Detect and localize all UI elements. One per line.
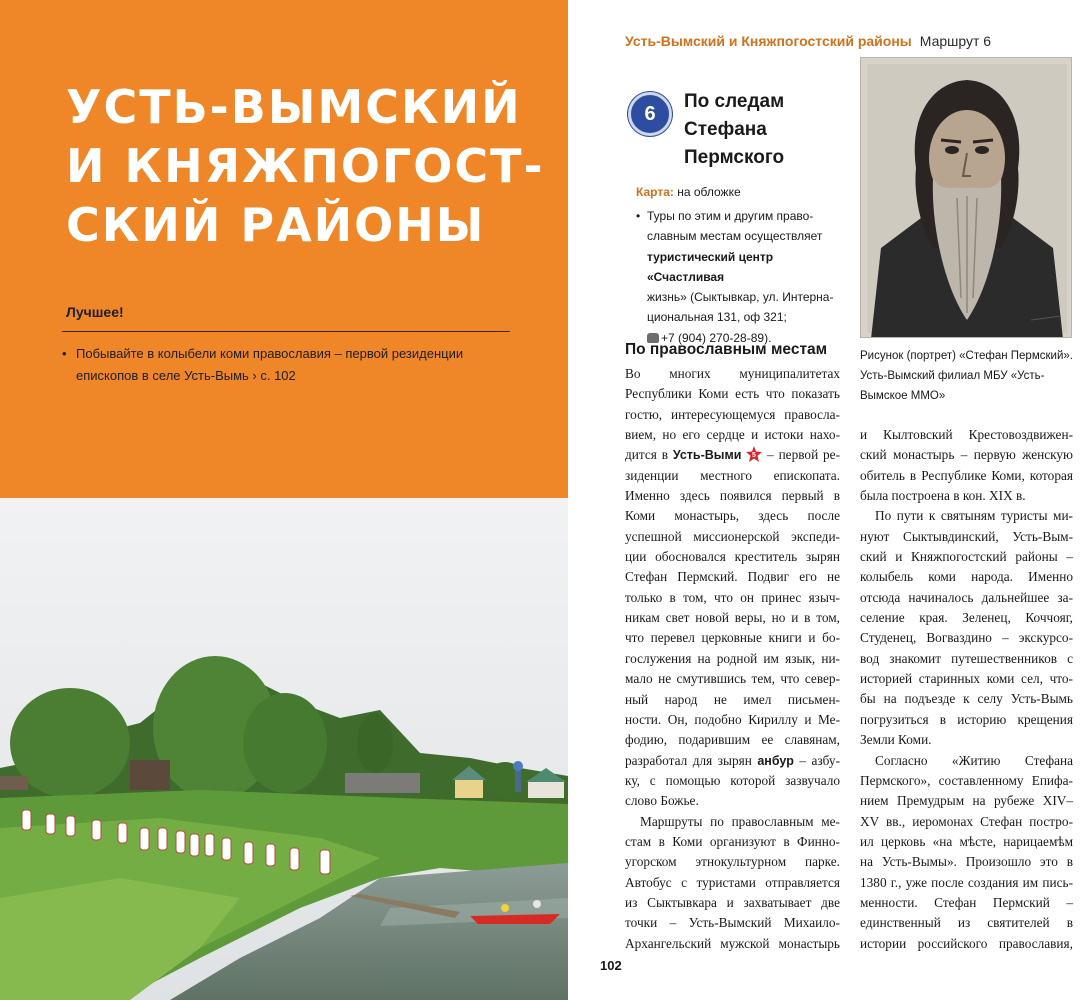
text-line: точки – Усть-Вымский Михаило- (625, 915, 840, 931)
text-line: на Усть-Вымы». Произошло это в (860, 854, 1073, 870)
header-route: Маршрут 6 (919, 33, 992, 49)
text-line: успешной миссионерской экспеди- (625, 528, 840, 544)
chapter-title-line: И КНЯЖПОГОСТ- (66, 139, 545, 193)
text-line: гослужения на родной им язык, ни- (625, 650, 840, 666)
section-heading: По православным местам (625, 341, 828, 358)
tour-line: циональная 131, оф 321; (647, 310, 787, 325)
text-line: историей старинных коми сел, что- (860, 671, 1073, 687)
text-fragment: разработал для зырян (625, 752, 752, 768)
text-line: мало не смутившись тем, что север- (625, 671, 840, 687)
text-line: По пути к святыням туристы ми- (875, 508, 1073, 524)
text-line (625, 751, 840, 771)
text-line: 1380 г., уже после создания им пись- (860, 874, 1073, 890)
text-line: угорском этнокультурном парке. (625, 854, 840, 870)
text-column-right (860, 425, 1073, 954)
tour-line: жизнь» (Сыктывкар, ул. Интерна- (647, 290, 834, 305)
text-line: никам свет новой веры, но и в том, (625, 610, 840, 626)
text-line: только в том, что он принес языч- (625, 589, 840, 605)
text-line: Земли Коми. (860, 732, 932, 748)
map-value: на обложке (677, 185, 741, 199)
text-line: Автобус с туристами отправляется (625, 874, 840, 890)
text-fragment: дится в (625, 447, 668, 463)
text-line: вием, но его сердце и истоки нахо- (625, 427, 840, 443)
text-line: из Сыктывкара и захватывает две (625, 894, 840, 910)
tour-line: славным местам осуществляет (647, 229, 823, 244)
portrait-image (860, 57, 1072, 338)
text-line: отсюда начиналось дальнейшее за- (860, 589, 1073, 605)
text-line: Согласно «Житию Стефана (875, 752, 1073, 768)
text-line (625, 445, 840, 465)
text-line: Коми монастырь, здесь после (625, 508, 840, 524)
text-line: Во многих муниципалитетах (625, 366, 840, 381)
text-line: стам в Коми организуют в Финно- (625, 833, 840, 849)
chapter-title-block (0, 0, 568, 498)
text-line: Пермского», составленному Епифа- (860, 772, 1073, 788)
best-list-item: • Побывайте в колыбели коми православия – первой резиденции епископов в селе Усть-Вымь › с. 102 (62, 343, 502, 387)
divider (62, 331, 510, 332)
chapter-title (66, 78, 546, 255)
best-label: Лучшее! (66, 304, 124, 320)
text-line: бы на подъезде к селу Усть-Вымь (860, 691, 1073, 707)
text-fragment: – азбу- (799, 752, 840, 768)
text-line: XV вв., иеромонах Стефан постро- (860, 813, 1073, 829)
text-column-left (625, 364, 840, 954)
map-marker-icon (746, 446, 762, 462)
text-line: ции обосновался креститель зырян (625, 549, 840, 565)
text-line: и Кылтовский Крестовоздвижен- (860, 427, 1073, 442)
tour-center-name: туристический центр «Счастливая (647, 249, 774, 284)
text-line: менности. Стефан Пермский – (860, 894, 1073, 910)
text-line: Республики Коми есть что показать (625, 386, 840, 402)
text-line: селение края. Зеленец, Коччояг, (860, 610, 1073, 626)
map-marker-number: 5 (752, 452, 757, 460)
text-line: нуют Сыктывдинский, Усть-Вым- (860, 528, 1073, 544)
text-line: Студенец, Вогваздино – экскурсо- (860, 630, 1073, 646)
landscape-photo (0, 498, 568, 1000)
text-line: вод знакомит путешественников с (860, 650, 1073, 666)
text-line: ский монастырь – первую женскую (860, 447, 1073, 463)
text-line: была построена в кон. XIX в. (860, 488, 1026, 504)
text-fragment: – первой ре- (767, 447, 840, 463)
text-line: Именно здесь появился первый в (625, 488, 840, 504)
text-line: фодию, подарившим ее славянам, (625, 732, 840, 748)
text-line: Маршруты по православным ме- (640, 813, 840, 829)
text-line: погрузиться в историю крещения (860, 711, 1073, 727)
text-line: нием Премудрым на рубеже XIV– (860, 793, 1073, 809)
route-title: По следам Стефана Пермского (684, 91, 785, 168)
text-line: Стефан Пермский. Подвиг его не (625, 569, 840, 585)
text-line: ку, с помощью которой зазвучало (625, 772, 840, 788)
text-line: ный народ не имел письмен- (625, 691, 840, 707)
chapter-title-line: СКИЙ РАЙОНЫ (66, 198, 486, 252)
text-line: Архангельский мужской монастырь (625, 935, 840, 951)
tour-line: Туры по этим и другим право- (647, 209, 814, 223)
route-number-badge: 6 (628, 92, 672, 136)
text-line: гостю, интересующемуся правосла- (625, 406, 840, 422)
chapter-title-line: УСТЬ-ВЫМСКИЙ (66, 80, 522, 134)
text-line: ности. Он, подобно Кириллу и Ме- (625, 711, 840, 727)
tour-info-item (636, 206, 846, 348)
running-header (625, 33, 991, 49)
text-line: ил церковь «на мѣсте, нарицаемѣм (860, 833, 1073, 849)
map-info (636, 185, 741, 199)
page-number: 102 (600, 958, 622, 973)
tour-phone: +7 (904) 270-28-89). (661, 330, 772, 345)
term-anbur: анбур (757, 753, 794, 768)
text-line: единственный из святителей в (860, 915, 1073, 931)
text-line: слово Божье. (625, 793, 699, 809)
text-line: зиденции местного епископата. (625, 467, 840, 483)
text-line: обитель в Республике Коми, которая (860, 467, 1073, 483)
text-line: ский и Княжпогостский районы – (860, 549, 1073, 565)
text-line: колыбель коми народа. Именно (860, 569, 1073, 585)
place-name: Усть-Выми (672, 448, 742, 463)
text-line: истории российского православия, (860, 935, 1073, 951)
header-district: Усть-Вымский и Княжпогостский районы (625, 33, 912, 49)
text-line: что перевел церковные книги и бо- (625, 630, 840, 646)
map-label: Карта: (636, 185, 674, 199)
portrait-caption: Рисунок (портрет) «Стефан Пермский». Усть-Вымский филиал МБУ «Усть-Вымское ММО» (860, 350, 1073, 402)
